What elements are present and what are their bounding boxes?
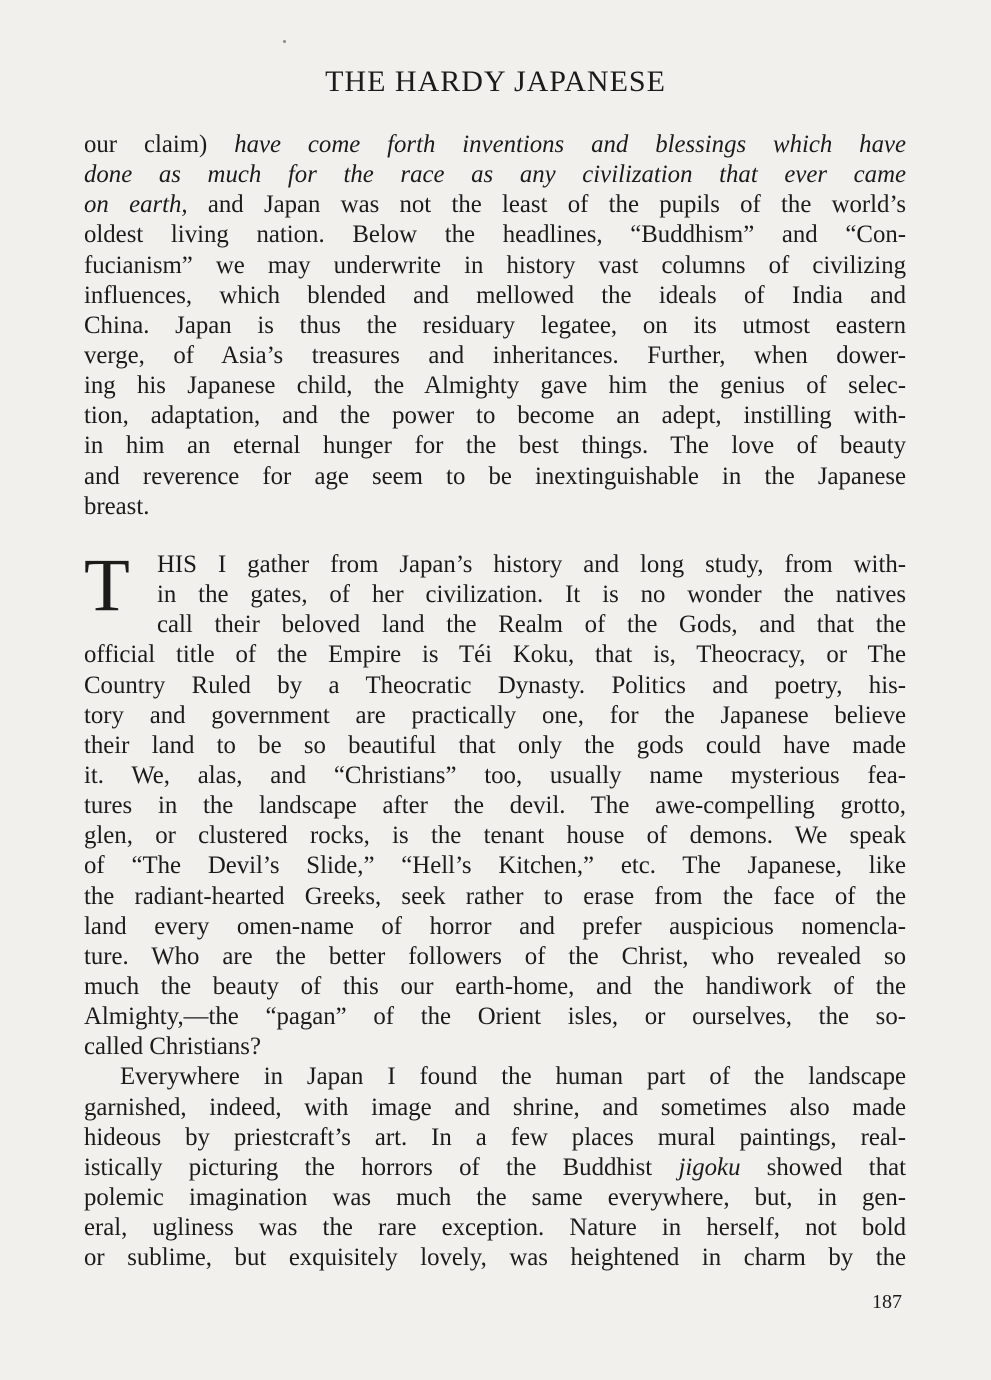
text-line <box>84 160 906 190</box>
text-line <box>84 492 906 522</box>
text-run: China. Japan is thus the residuary legatee, on its utmost eastern <box>84 311 906 339</box>
text-run: and Japan was not the least of the pupils of the world’s <box>187 191 906 219</box>
text-line <box>84 190 906 220</box>
text-run: in the gates, of her civilization. It is no wonder the natives <box>157 581 906 609</box>
text-run: tion, adaptation, and the power to become an adept, instilling with- <box>84 402 906 430</box>
text-line <box>84 1123 906 1153</box>
text-line <box>84 640 906 670</box>
text-line <box>84 701 906 731</box>
text-line <box>84 942 906 972</box>
text-line <box>84 882 906 912</box>
text-run: our claim) <box>84 131 235 158</box>
text-run: the radiant-hearted Greeks, seek rather to erase from the face of the <box>84 882 906 910</box>
text-run: Almighty,—the “pagan” of the Orient isles, or ourselves, the so- <box>84 1003 906 1031</box>
text-run: ing his Japanese child, the Almighty gave him the genius of selec- <box>84 372 906 400</box>
text-run: breast. <box>84 492 150 520</box>
text-line <box>84 1153 906 1183</box>
text-run: polemic imagination was much the same everywhere, but, in gen- <box>84 1183 906 1211</box>
text-line <box>84 401 906 431</box>
text-line <box>84 1243 906 1273</box>
text-line <box>84 972 906 1002</box>
text-line <box>84 912 906 942</box>
text-run: fucianism” we may underwrite in history vast columns of civilizing <box>84 251 906 279</box>
text-line <box>84 462 906 492</box>
text-line <box>84 610 906 640</box>
text-line <box>84 731 906 761</box>
text-run: oldest living nation. Below the headlines, “Buddhism” and “Con- <box>84 221 906 249</box>
text-line <box>84 371 906 401</box>
text-run: ture. Who are the better followers of the Christ, who revealed so <box>84 942 906 970</box>
text-line <box>84 791 906 821</box>
paragraph-1 <box>84 130 906 522</box>
paragraph-2 <box>84 544 906 1273</box>
text-run: call their beloved land the Realm of the Gods, and that the <box>157 611 906 639</box>
page-speck <box>283 40 286 43</box>
text-run: it. We, alas, and “Christians” too, usually name mysterious fea- <box>84 761 906 789</box>
text-run: Country Ruled by a Theocratic Dynasty. Politics and poetry, his- <box>84 671 906 699</box>
text-line <box>84 1062 906 1092</box>
text-line <box>84 1002 906 1032</box>
text-run: HIS I gather from Japan’s history and long study, from with- <box>157 551 906 578</box>
text-line <box>84 671 906 701</box>
text-line <box>84 851 906 881</box>
text-run: showed that <box>740 1153 906 1181</box>
text-line <box>84 281 906 311</box>
italic-text: jigoku <box>678 1153 741 1181</box>
text-run: their land to be so beautiful that only the gods could have made <box>84 731 906 759</box>
italic-text: done as much for the race as any civilization that ever came <box>84 161 906 189</box>
text-line <box>84 580 906 610</box>
italic-text: have come forth inventions and blessings which have <box>234 131 906 158</box>
text-run: eral, ugliness was the rare exception. Nature in herself, not bold <box>84 1214 906 1242</box>
text-run: of “The Devil’s Slide,” “Hell’s Kitchen,” etc. The Japanese, like <box>84 852 906 880</box>
text-run: hideous by priestcraft’s art. In a few places mural paintings, real- <box>84 1123 906 1151</box>
text-line <box>84 311 906 341</box>
text-line <box>84 130 906 160</box>
text-run: in him an eternal hunger for the best things. The love of beauty <box>84 432 906 460</box>
text-run: official title of the Empire is Téi Koku, that is, Theocracy, or The <box>84 641 906 669</box>
text-run: garnished, indeed, with image and shrine, and sometimes also made <box>84 1093 906 1121</box>
text-line <box>84 1213 906 1243</box>
text-run: tures in the landscape after the devil. The awe-compelling grotto, <box>84 792 906 820</box>
text-run: influences, which blended and mellowed the ideals of India and <box>84 281 906 309</box>
text-line <box>84 431 906 461</box>
text-line <box>84 821 906 851</box>
drop-cap: T <box>84 544 130 627</box>
text-run: tory and government are practically one, for the Japanese believe <box>84 701 906 729</box>
text-line <box>84 1093 906 1123</box>
text-run: or sublime, but exquisitely lovely, was heightened in charm by the <box>84 1244 906 1272</box>
text-run: istically picturing the horrors of the Buddhist <box>84 1153 679 1181</box>
text-run: glen, or clustered rocks, is the tenant house of demons. We speak <box>84 822 906 850</box>
text-run: verge, of Asia’s treasures and inheritances. Further, when dower- <box>84 341 906 369</box>
text-line <box>84 1183 906 1213</box>
running-head: THE HARDY JAPANESE <box>325 65 666 98</box>
text-line <box>84 220 906 250</box>
page-number: 187 <box>872 1291 902 1313</box>
text-line <box>84 761 906 791</box>
italic-text: on earth, <box>84 191 188 219</box>
text-run: Everywhere in Japan I found the human part of the landscape <box>120 1063 906 1091</box>
text-run: and reverence for age seem to be inextinguishable in the Japanese <box>84 462 906 490</box>
text-run: land every omen-name of horror and prefer auspicious nomencla- <box>84 912 906 940</box>
text-line <box>84 550 906 580</box>
text-line <box>84 1032 906 1062</box>
text-line <box>84 251 906 281</box>
text-run: much the beauty of this our earth-home, and the handiwork of the <box>84 972 906 1000</box>
text-run: called Christians? <box>84 1033 261 1061</box>
text-line <box>84 341 906 371</box>
